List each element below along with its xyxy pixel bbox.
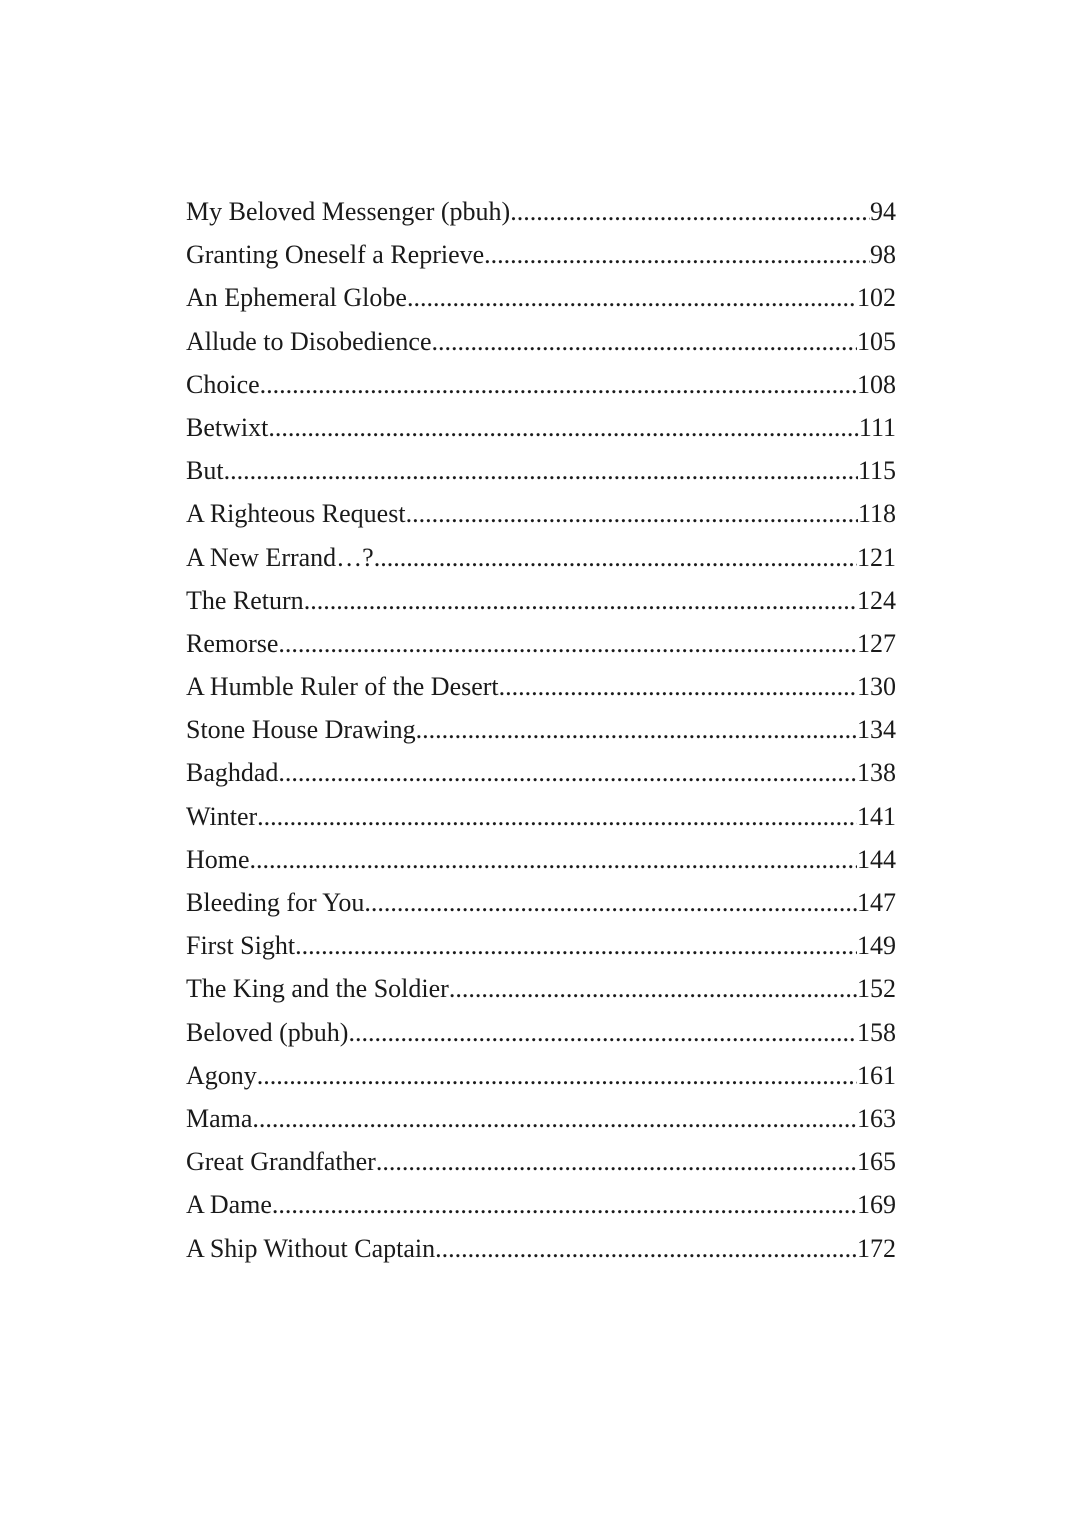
toc-entry-page: 121 <box>857 542 896 572</box>
dot-leader <box>364 881 857 924</box>
toc-entry-page: 127 <box>857 628 896 658</box>
toc-entry[interactable] <box>186 795 896 838</box>
dot-leader <box>278 751 857 794</box>
toc-entry-title: A Dame <box>186 1190 272 1220</box>
toc-entry-title: A Ship Without Captain <box>186 1233 436 1263</box>
toc-entry[interactable] <box>186 967 896 1010</box>
dot-leader <box>260 363 857 406</box>
dot-leader <box>272 1183 857 1226</box>
toc-entry[interactable] <box>186 924 896 967</box>
toc-entry-title: An Ephemeral Globe <box>186 283 407 313</box>
dot-leader <box>295 924 857 967</box>
toc-entry-page: 161 <box>857 1060 896 1090</box>
toc-entry-title: A Humble Ruler of the Desert <box>186 672 499 702</box>
toc-entry-title: Bleeding for You <box>186 888 365 917</box>
toc-entry[interactable] <box>186 406 896 449</box>
toc-entry-title: The Return <box>186 585 304 615</box>
toc-entry-title: Great Grandfather <box>186 1147 376 1177</box>
toc-entry-page: 102 <box>857 283 896 313</box>
toc-entry-title: Remorse <box>186 628 279 658</box>
toc-entry[interactable] <box>186 838 896 881</box>
toc-entry-page: 163 <box>857 1103 896 1133</box>
dot-leader <box>376 1140 857 1183</box>
toc-entry[interactable] <box>186 492 896 535</box>
toc-entry[interactable] <box>186 1054 896 1097</box>
toc-entry[interactable] <box>186 622 896 665</box>
toc-entry[interactable] <box>186 1183 896 1226</box>
dot-leader <box>257 795 857 838</box>
dot-leader <box>224 449 858 492</box>
toc-entry[interactable] <box>186 1011 896 1054</box>
toc-entry-title: But <box>186 456 224 486</box>
toc-entry-page: 158 <box>857 1017 896 1047</box>
dot-leader <box>304 579 857 622</box>
dot-leader <box>407 276 857 319</box>
dot-leader <box>432 320 858 363</box>
toc-entry-title: Mama <box>186 1103 253 1133</box>
toc-entry[interactable] <box>186 1140 896 1183</box>
toc-entry[interactable] <box>186 881 896 924</box>
toc-entry-page: 111 <box>858 412 896 442</box>
toc-entry-title: Granting Oneself a Reprieve <box>186 240 485 270</box>
toc-entry[interactable] <box>186 708 896 751</box>
toc-entry[interactable] <box>186 320 896 363</box>
toc-entry-page: 134 <box>857 715 896 745</box>
toc-entry-title: My Beloved Messenger (pbuh) <box>186 197 511 226</box>
dot-leader <box>449 967 857 1010</box>
toc-entry-title: Betwixt <box>186 412 269 442</box>
toc-entry-title: Stone House Drawing <box>186 715 416 745</box>
toc-entry-page: 169 <box>857 1190 896 1220</box>
dot-leader <box>510 190 870 233</box>
toc-entry-page: 94 <box>870 197 896 226</box>
toc-entry-title: Allude to Disobedience <box>186 326 432 356</box>
dot-leader <box>484 233 870 276</box>
toc-entry[interactable] <box>186 233 896 276</box>
dot-leader <box>406 492 858 535</box>
toc-entry-title: Winter <box>186 801 258 831</box>
toc-entry-page: 144 <box>857 844 896 874</box>
toc-entry-title: Baghdad <box>186 758 279 788</box>
toc-entry-page: 165 <box>857 1147 896 1177</box>
dot-leader <box>252 1097 857 1140</box>
toc-entry-page: 149 <box>857 931 896 961</box>
toc-entry[interactable] <box>186 276 896 319</box>
toc-entry-page: 105 <box>857 326 896 356</box>
toc-entry-page: 115 <box>857 456 896 486</box>
dot-leader <box>416 708 857 751</box>
toc-entry[interactable] <box>186 363 896 406</box>
toc-entry-page: 130 <box>857 672 896 702</box>
toc-entry-page: 172 <box>857 1233 896 1263</box>
dot-leader <box>435 1227 857 1270</box>
dot-leader <box>250 838 857 881</box>
toc-entry[interactable] <box>186 449 896 492</box>
toc-entry-page: 147 <box>857 888 896 917</box>
toc-entry-page: 141 <box>857 801 896 831</box>
toc-entry[interactable] <box>186 665 896 708</box>
toc-entry[interactable] <box>186 1227 896 1270</box>
toc-entry-page: 108 <box>857 369 896 399</box>
dot-leader <box>278 622 857 665</box>
table-of-contents <box>186 190 896 1270</box>
toc-entry-page: 98 <box>870 240 896 270</box>
toc-entry-title: Beloved (pbuh) <box>186 1017 349 1047</box>
toc-entry[interactable] <box>186 1097 896 1140</box>
toc-entry[interactable] <box>186 579 896 622</box>
toc-entry-page: 124 <box>857 585 896 615</box>
toc-entry-title: A Righteous Request <box>186 499 406 529</box>
toc-entry[interactable] <box>186 751 896 794</box>
toc-entry-title: A New Errand…? <box>186 542 374 572</box>
toc-entry-page: 152 <box>857 974 896 1004</box>
toc-entry-page: 118 <box>857 499 896 529</box>
toc-entry-page: 138 <box>857 758 896 788</box>
toc-entry-title: The King and the Soldier <box>186 974 449 1004</box>
toc-entry-title: First Sight <box>186 931 296 961</box>
toc-entry-title: Choice <box>186 369 260 399</box>
toc-entry[interactable] <box>186 190 896 233</box>
dot-leader <box>499 665 857 708</box>
toc-entry-title: Agony <box>186 1060 257 1090</box>
toc-entry-title: Home <box>186 844 250 874</box>
dot-leader <box>257 1054 857 1097</box>
dot-leader <box>374 536 857 579</box>
dot-leader <box>268 406 859 449</box>
toc-entry[interactable] <box>186 536 896 579</box>
dot-leader <box>348 1011 857 1054</box>
